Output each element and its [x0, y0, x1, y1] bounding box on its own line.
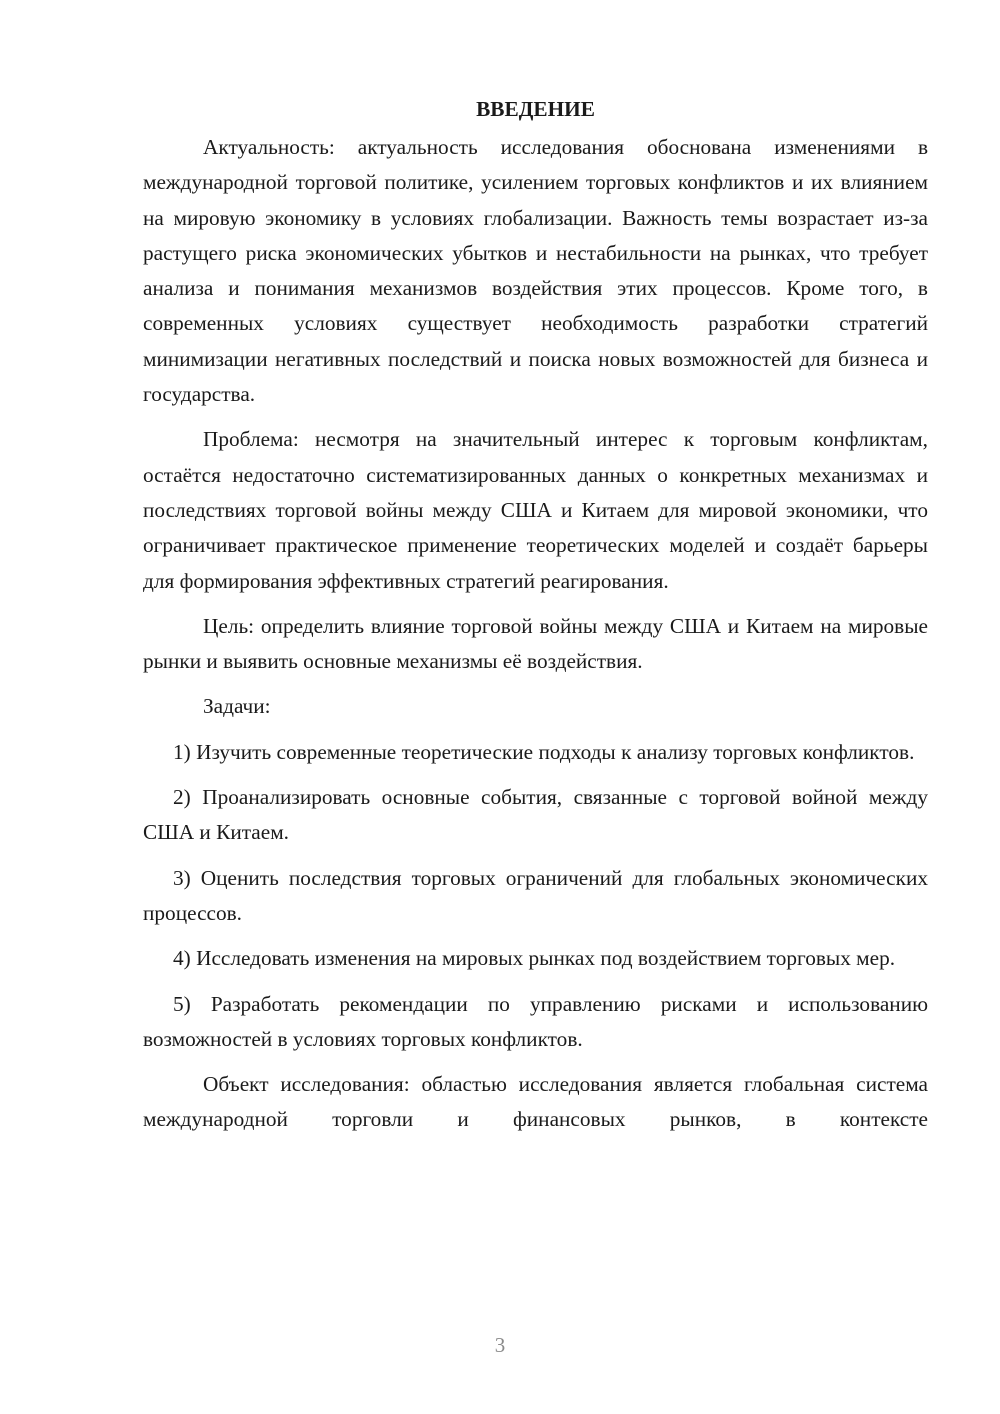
- task-item-1: 1) Изучить современные теоретические подходы к анализу торговых конфликтов.: [173, 739, 915, 764]
- problem-paragraph: Проблема: несмотря на значительный интерес к торговым конфликтам, остаётся недостаточно систематизированных данных о конкретных механизмах и последствиях торговой войны между США и Китаем для мировой экономики, что ограничивает практическое применение теоретических моделей и создаёт барьеры для формирования эффективных стратегий реагирования.: [143, 427, 928, 593]
- document-page: [143, 92, 928, 1138]
- page-number: 3: [494, 1333, 506, 1357]
- relevance-paragraph: Актуальность: актуальность исследования обоснована изменениями в международной торговой политике, усилением торговых конфликтов и их влиянием на мировую экономику в условиях глобализации. Важность темы возрастает из-за растущего риска экономических убытков и нестабильности на рынках, что требует анализа и понимания механизмов воздействия этих процессов. Кроме того, в современных условиях существует необходимость разработки стратегий минимизации негативных последствий и поиска новых возможностей для бизнеса и государства.: [143, 135, 928, 407]
- object-paragraph: Объект исследования: областью исследования является глобальная система международной торговли и финансовых рынков, в контексте: [143, 1072, 928, 1132]
- task-item-4: 4) Исследовать изменения на мировых рынках под воздействием торговых мер.: [173, 946, 896, 971]
- goal-paragraph: Цель: определить влияние торговой войны между США и Китаем на мировые рынки и выявить основные механизмы её воздействия.: [143, 613, 928, 674]
- task-item-2: 2) Проанализировать основные события, связанные с торговой войной между США и Китаем.: [143, 785, 928, 845]
- task-item-5: 5) Разработать рекомендации по управлению рисками и использованию возможностей в условиях торговых конфликтов.: [143, 991, 928, 1051]
- tasks-label: Задачи:: [203, 694, 271, 719]
- task-item-3: 3) Оценить последствия торговых ограничений для глобальных экономических процессов.: [143, 865, 928, 925]
- section-heading: ВВЕДЕНИЕ: [476, 97, 595, 121]
